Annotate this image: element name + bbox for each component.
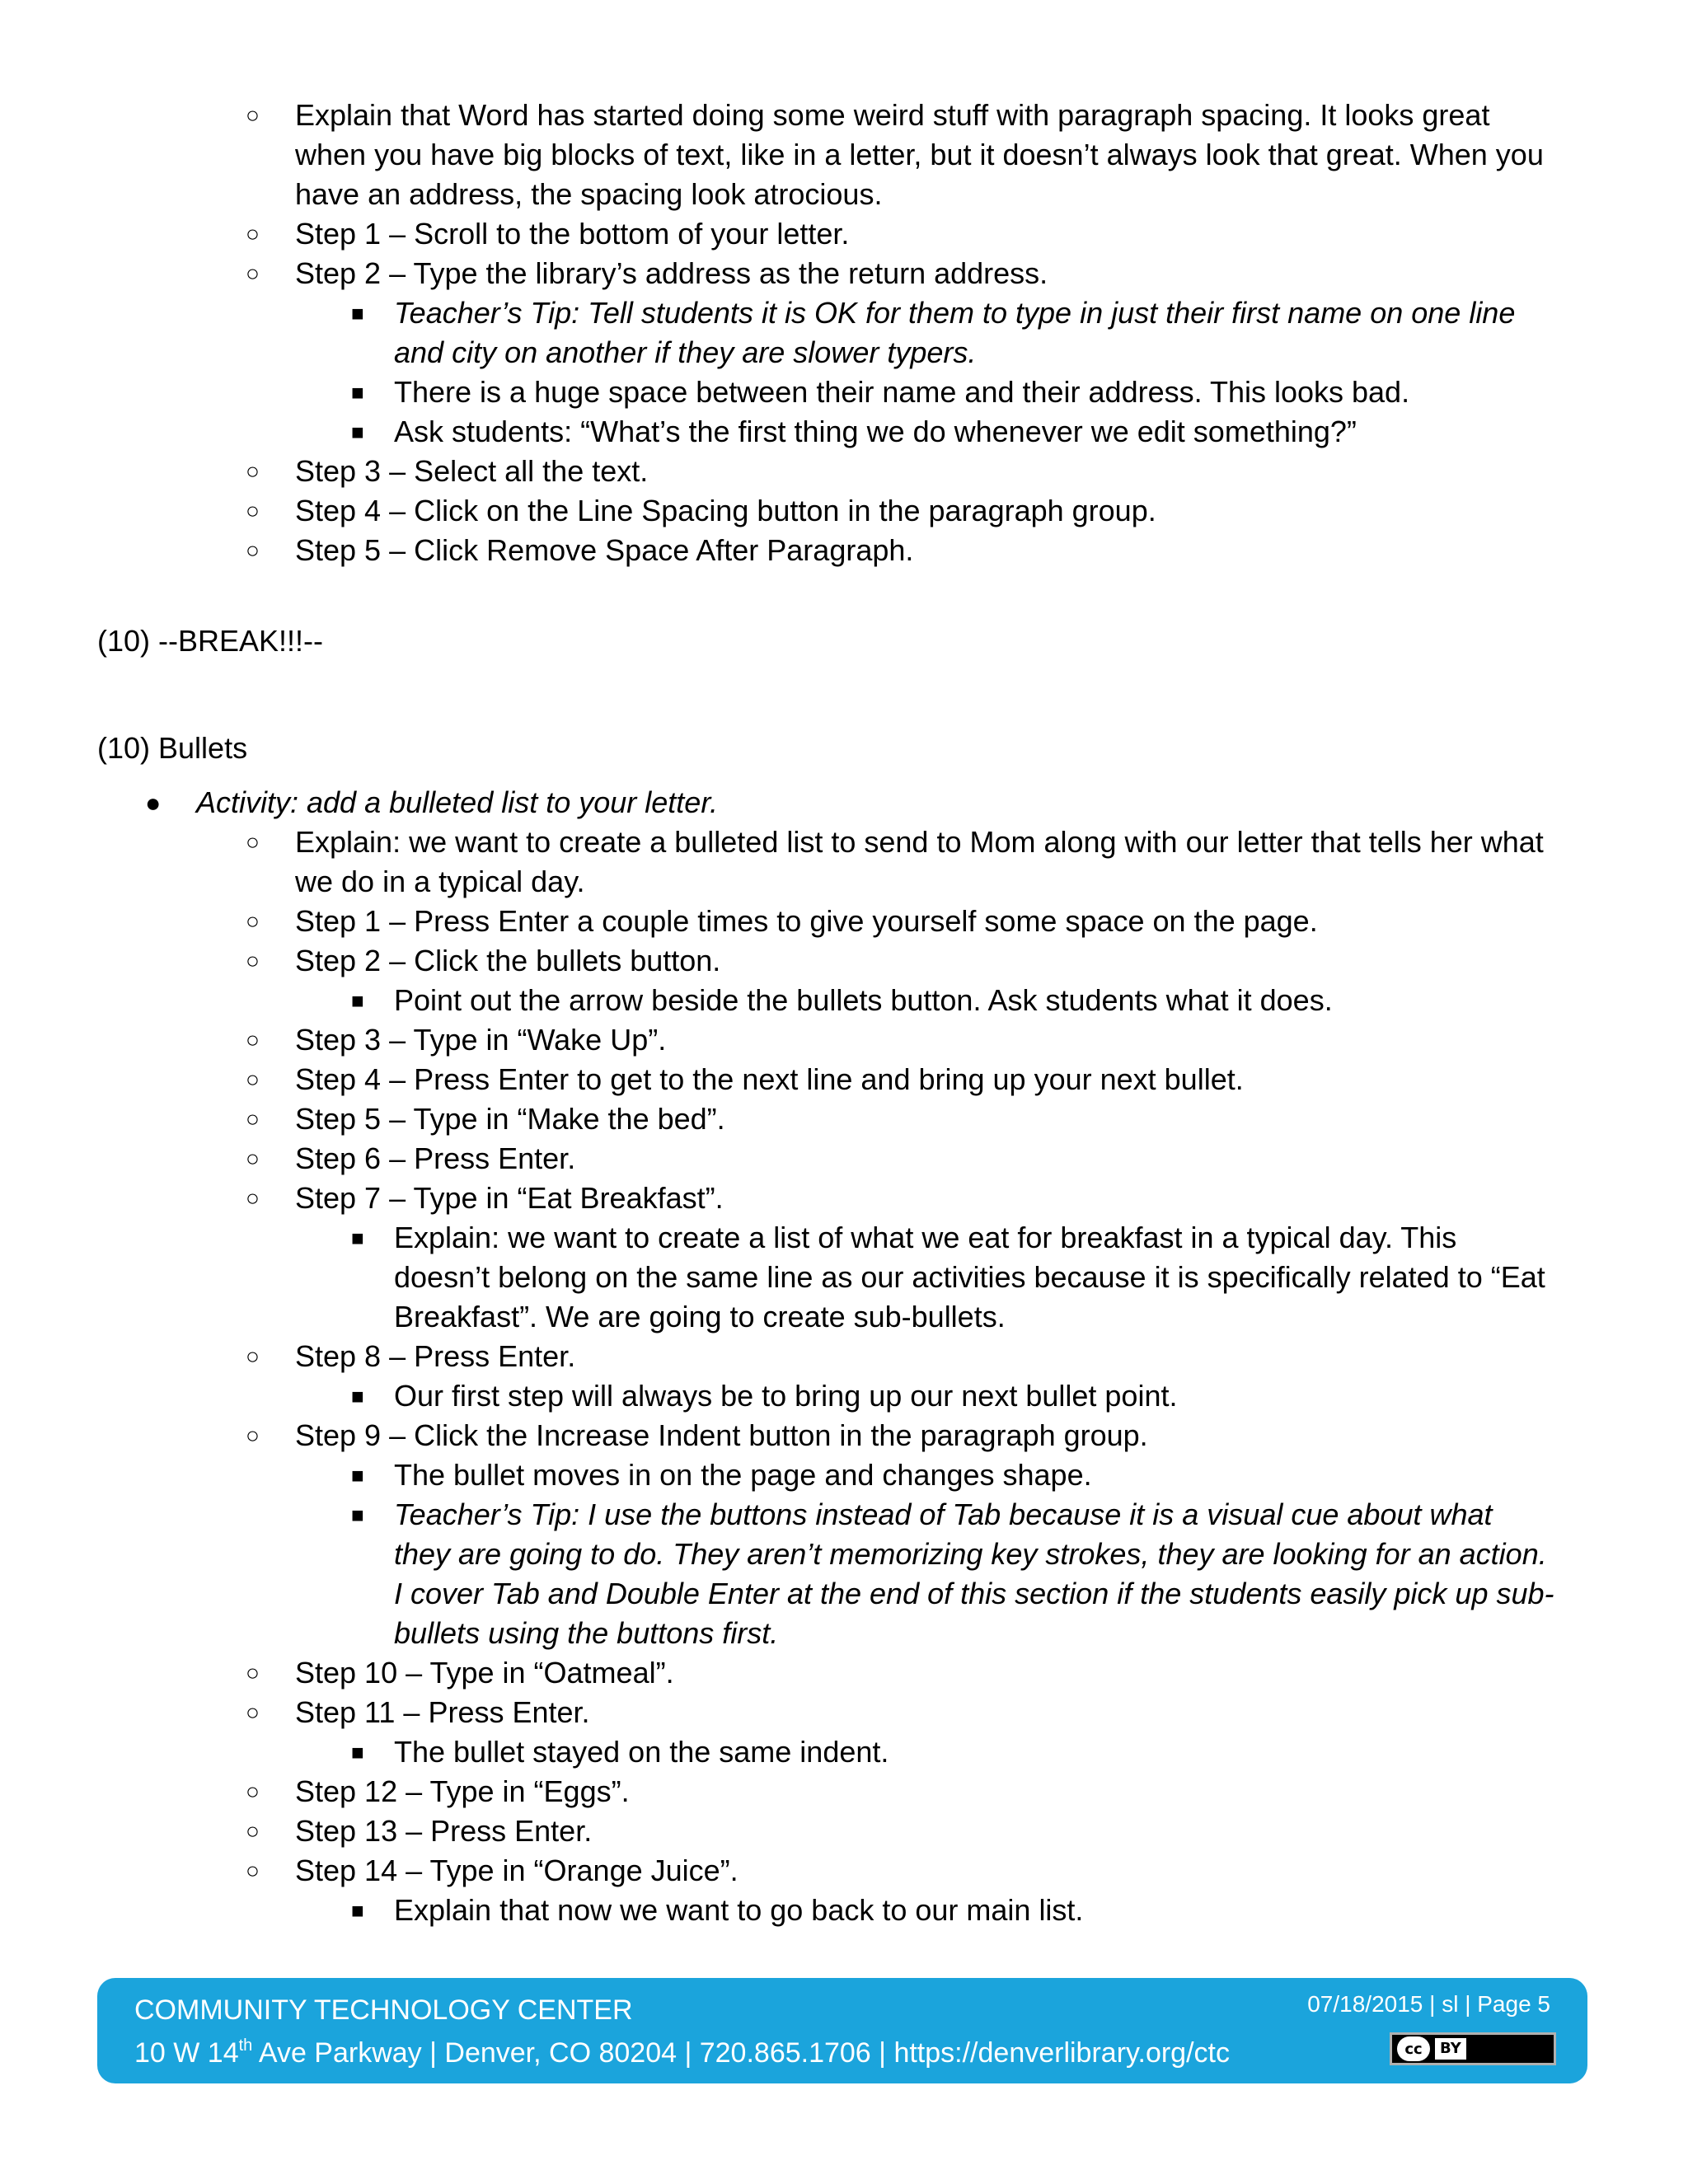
- list-item-text: Step 4 – Click on the Line Spacing button in the paragraph group.: [295, 494, 1156, 527]
- list-item-text: Step 6 – Press Enter.: [295, 1141, 576, 1175]
- circle-bullet-icon: ○: [246, 908, 260, 934]
- square-bullet-icon: ■: [351, 988, 364, 1013]
- circle-bullet-icon: ○: [246, 1422, 260, 1448]
- circle-bullet-icon: ○: [246, 829, 260, 855]
- list-item-text: Step 11 – Press Enter.: [295, 1695, 590, 1729]
- circle-bullet-icon: ○: [246, 1066, 260, 1092]
- list-item-text: The bullet moves in on the page and changes shape.: [394, 1458, 1092, 1492]
- page-footer: [97, 1978, 1587, 2083]
- footer-date-page: 07/18/2015 | sl | Page 5: [1307, 1991, 1550, 2017]
- circle-bullet-icon: ○: [246, 948, 260, 973]
- circle-bullet-icon: ○: [246, 1185, 260, 1211]
- list-item-text: There is a huge space between their name and their address. This looks bad.: [394, 375, 1410, 409]
- teacher-tip-text: Teacher’s Tip: I use the buttons instead of Tab because it is a visual cue about what: [394, 1497, 1493, 1531]
- square-bullet-icon: ■: [351, 380, 364, 405]
- footer-address: [134, 2036, 1230, 2070]
- disc-bullet-icon: ●: [145, 788, 162, 818]
- square-bullet-icon: ■: [351, 1898, 364, 1923]
- list-item-text: Step 4 – Press Enter to get to the next line and bring up your next bullet.: [295, 1062, 1244, 1096]
- list-item-text: Step 2 – Type the library’s address as the return address.: [295, 256, 1048, 290]
- list-item-text: Ask students: “What’s the first thing we do whenever we edit something?”: [394, 415, 1357, 448]
- circle-bullet-icon: ○: [246, 260, 260, 286]
- list-item-text: doesn’t belong on the same line as our activities because it is specifically related to “Eat: [394, 1260, 1545, 1294]
- circle-bullet-icon: ○: [246, 1027, 260, 1052]
- by-label: BY: [1435, 2038, 1466, 2060]
- circle-bullet-icon: ○: [246, 1106, 260, 1132]
- circle-bullet-icon: ○: [246, 498, 260, 523]
- teacher-tip-text: and city on another if they are slower typers.: [394, 335, 977, 369]
- square-bullet-icon: ■: [351, 1384, 364, 1408]
- list-item-text: have an address, the spacing look atrocious.: [295, 177, 883, 211]
- cc-symbol: cc: [1397, 2036, 1430, 2061]
- list-item-text: Step 1 – Press Enter a couple times to give yourself some space on the page.: [295, 904, 1318, 938]
- list-item-text: Step 5 – Type in “Make the bed”.: [295, 1102, 725, 1136]
- circle-bullet-icon: ○: [246, 458, 260, 484]
- section-heading: (10) Bullets: [97, 731, 248, 765]
- square-bullet-icon: ■: [351, 1502, 364, 1527]
- teacher-tip-text: they are going to do. They aren’t memorizing key strokes, they are looking for an action.: [394, 1537, 1547, 1571]
- circle-bullet-icon: ○: [246, 1699, 260, 1725]
- square-bullet-icon: ■: [351, 1226, 364, 1250]
- circle-bullet-icon: ○: [246, 537, 260, 563]
- circle-bullet-icon: ○: [246, 1818, 260, 1844]
- square-bullet-icon: ■: [351, 419, 364, 444]
- footer-address-start: 10 W 14: [134, 2037, 239, 2069]
- circle-bullet-icon: ○: [246, 1858, 260, 1883]
- circle-bullet-icon: ○: [246, 1146, 260, 1171]
- list-item-text: Step 3 – Type in “Wake Up”.: [295, 1023, 667, 1057]
- footer-address-superscript: th: [238, 2036, 253, 2055]
- activity-text: Activity: add a bulleted list to your letter.: [196, 785, 718, 819]
- circle-bullet-icon: ○: [246, 102, 260, 128]
- list-item-text: Explain: we want to create a list of what we eat for breakfast in a typical day. This: [394, 1221, 1457, 1254]
- teacher-tip-text: bullets using the buttons first.: [394, 1616, 779, 1650]
- list-item-text: Step 12 – Type in “Eggs”.: [295, 1774, 630, 1808]
- list-item-text: Step 7 – Type in “Eat Breakfast”.: [295, 1181, 724, 1215]
- circle-bullet-icon: ○: [246, 1343, 260, 1369]
- list-item-text: Step 9 – Click the Increase Indent button in the paragraph group.: [295, 1418, 1148, 1452]
- list-item-text: Step 14 – Type in “Orange Juice”.: [295, 1854, 738, 1887]
- list-item-text: Step 8 – Press Enter.: [295, 1339, 576, 1373]
- list-item-text: Step 3 – Select all the text.: [295, 454, 649, 488]
- list-item-text: Explain: we want to create a bulleted list to send to Mom along with our letter that tells her what: [295, 825, 1544, 859]
- square-bullet-icon: ■: [351, 1463, 364, 1488]
- teacher-tip-text: Teacher’s Tip: Tell students it is OK for them to type in just their first name on one line: [394, 296, 1516, 330]
- list-item-text: Point out the arrow beside the bullets button. Ask students what it does.: [394, 983, 1333, 1017]
- list-item-text: when you have big blocks of text, like in a letter, but it doesn’t always look that great. When you: [295, 138, 1544, 171]
- square-bullet-icon: ■: [351, 301, 364, 326]
- list-item-text: we do in a typical day.: [295, 865, 585, 898]
- circle-bullet-icon: ○: [246, 221, 260, 246]
- list-item-text: Step 1 – Scroll to the bottom of your letter.: [295, 217, 850, 251]
- footer-address-rest: Ave Parkway | Denver, CO 80204 | 720.865.1706 | https://denverlibrary.org/ctc: [252, 2037, 1230, 2069]
- circle-bullet-icon: ○: [246, 1779, 260, 1804]
- break-heading: (10) --BREAK!!!--: [97, 624, 324, 658]
- circle-bullet-icon: ○: [246, 1660, 260, 1685]
- list-item-text: Step 13 – Press Enter.: [295, 1814, 593, 1848]
- list-item-text: Step 10 – Type in “Oatmeal”.: [295, 1656, 674, 1690]
- teacher-tip-text: I cover Tab and Double Enter at the end of this section if the students easily pick up sub-: [394, 1577, 1554, 1610]
- footer-org-name: COMMUNITY TECHNOLOGY CENTER: [134, 1994, 633, 2026]
- list-item-text: The bullet stayed on the same indent.: [394, 1735, 889, 1769]
- list-item-text: Our first step will always be to bring up our next bullet point.: [394, 1379, 1178, 1413]
- list-item-text: Explain that now we want to go back to our main list.: [394, 1893, 1084, 1927]
- list-item-text: Breakfast”. We are going to create sub-bullets.: [394, 1300, 1006, 1333]
- square-bullet-icon: ■: [351, 1740, 364, 1765]
- list-item-text: Step 2 – Click the bullets button.: [295, 944, 721, 977]
- list-item-text: Explain that Word has started doing some weird stuff with paragraph spacing. It looks great: [295, 98, 1490, 132]
- list-item-text: Step 5 – Click Remove Space After Paragraph.: [295, 533, 914, 567]
- cc-by-icon: [1390, 2032, 1556, 2065]
